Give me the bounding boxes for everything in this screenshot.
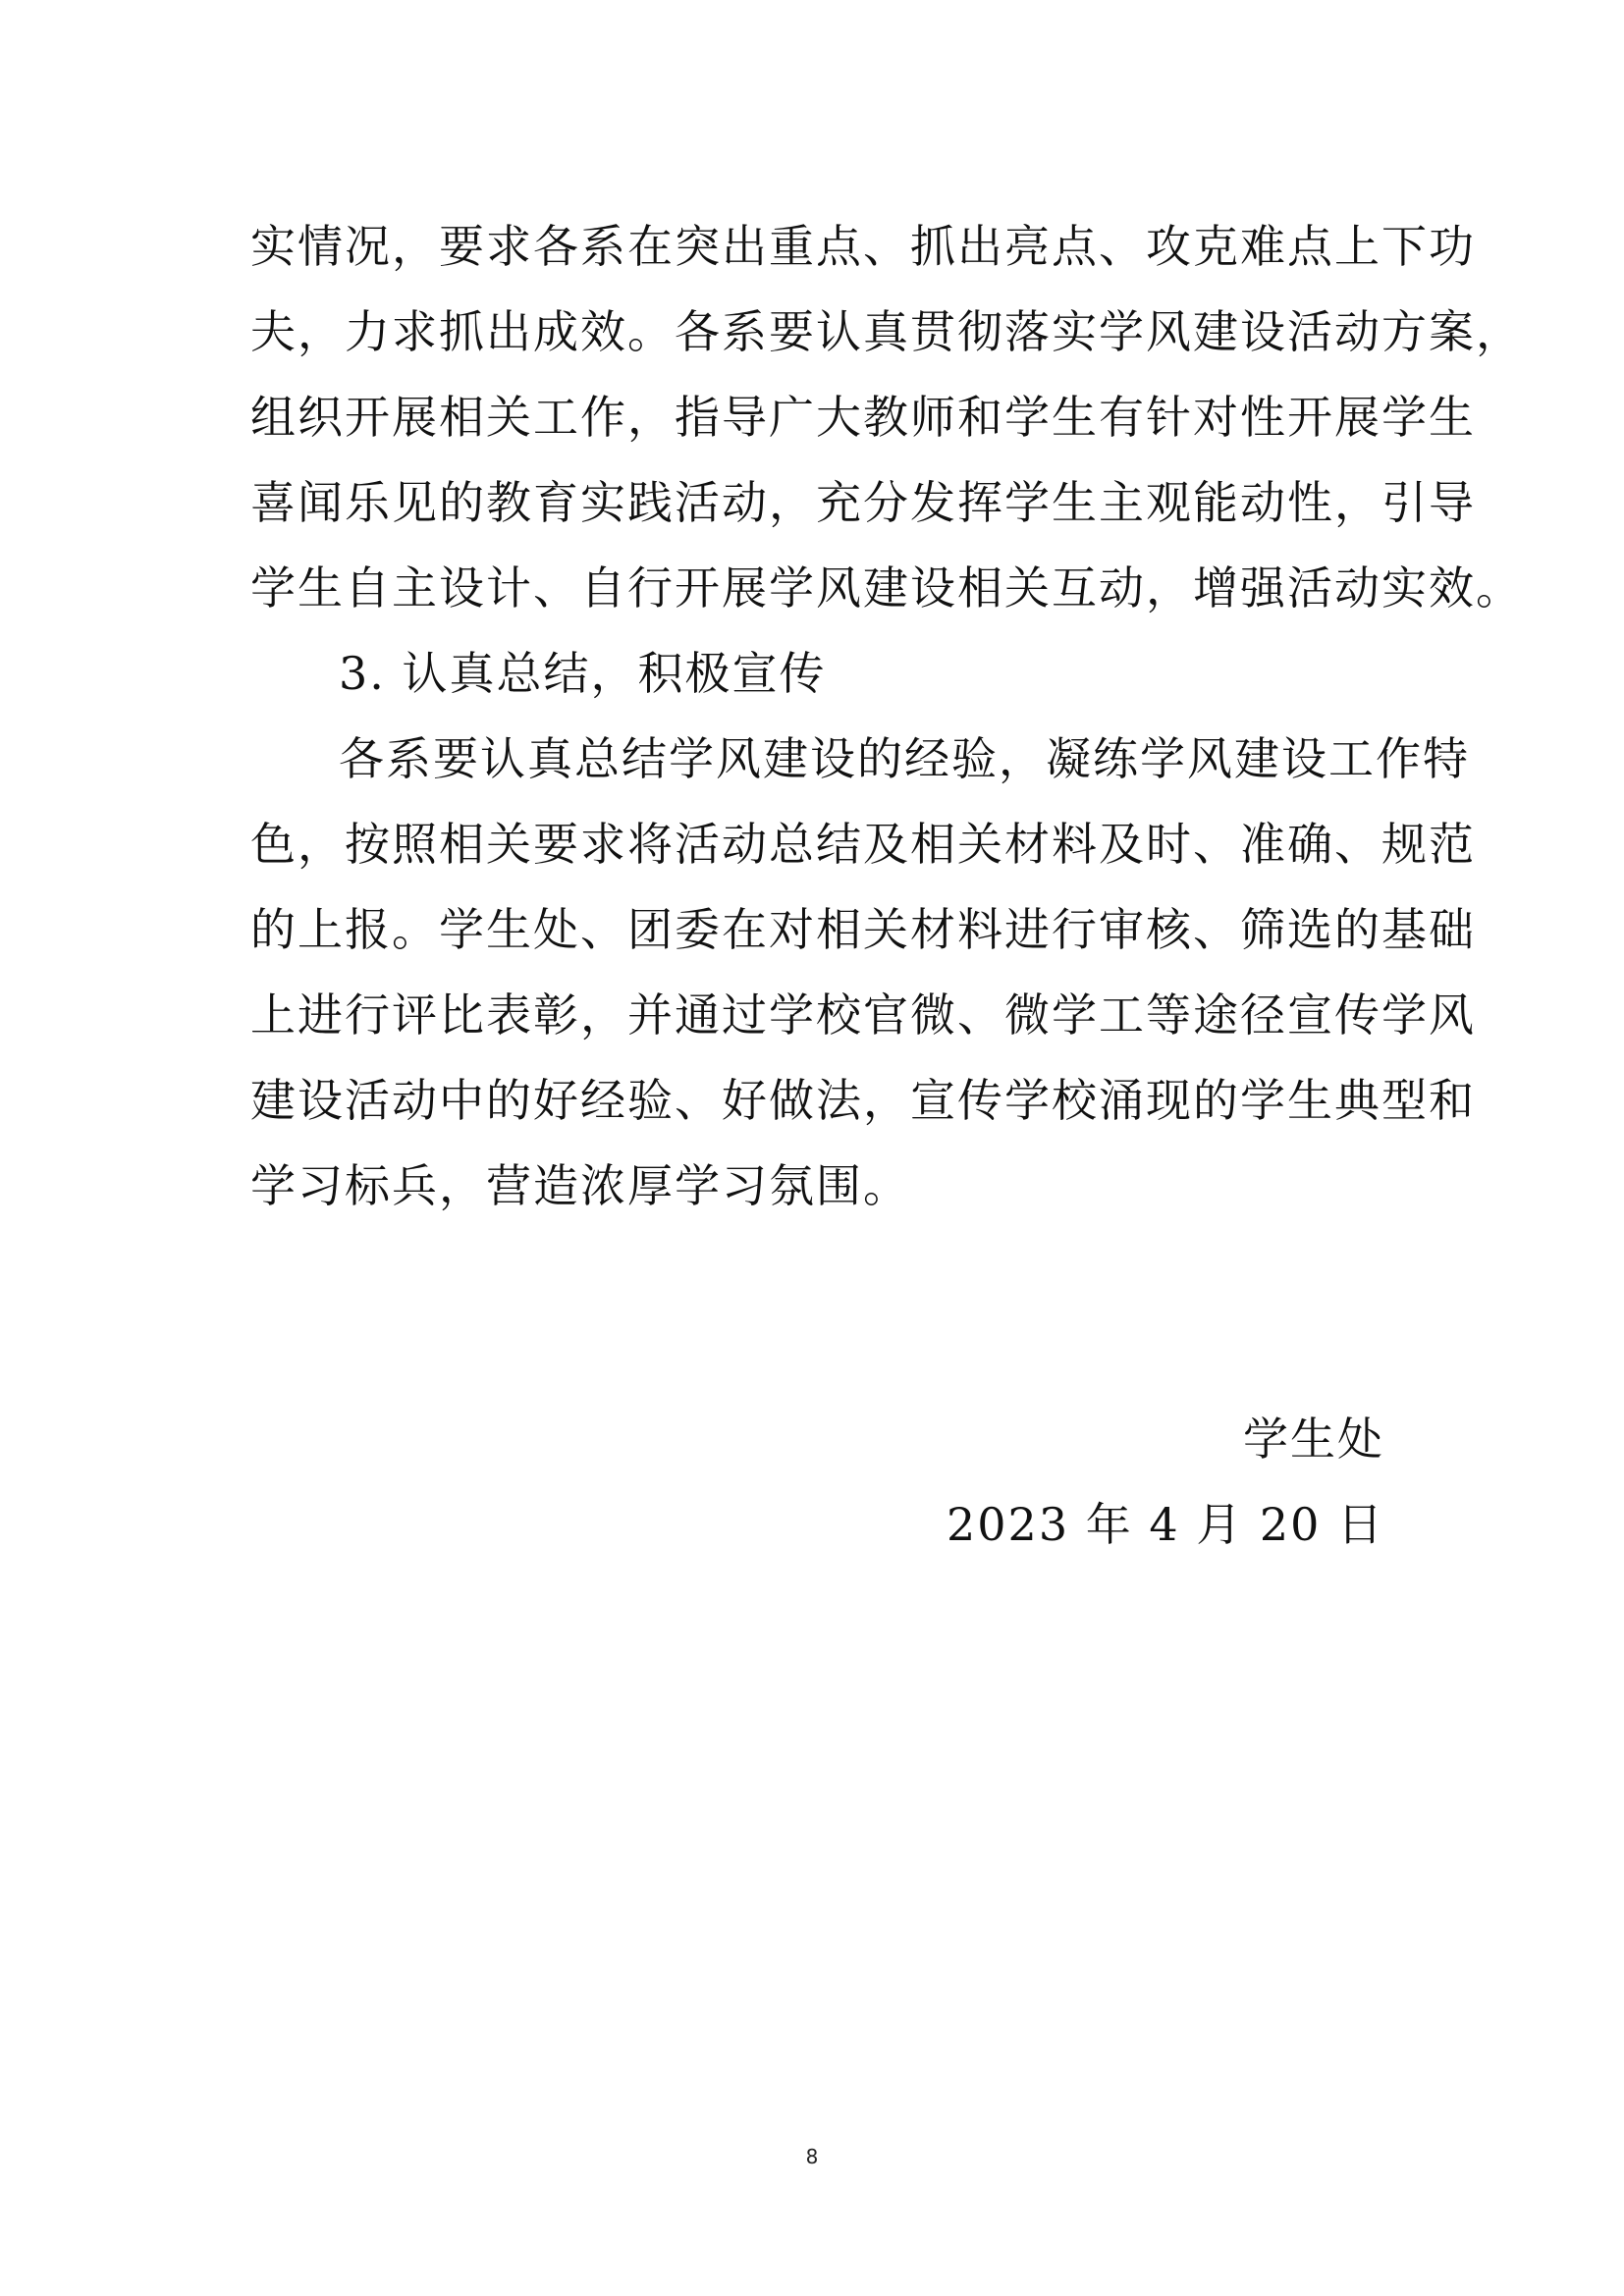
section-line-4: 上进行评比表彰，并通过学校官微、微学工等途径宣传学风: [250, 988, 1476, 1041]
paragraph-line-5: 学生自主设计、自行开展学风建设相关互动，增强活动实效。: [250, 561, 1523, 614]
section-line-5: 建设活动中的好经验、好做法，宣传学校涌现的学生典型和: [250, 1074, 1476, 1127]
section-line-1: 各系要认真总结学风建设的经验，凝练学风建设工作特: [339, 732, 1470, 785]
paragraph-line-4: 喜闻乐见的教育实践活动，充分发挥学生主观能动性，引导: [250, 476, 1476, 529]
signature-date: 2023 年 4 月 20 日: [947, 1498, 1384, 1551]
signature-department: 学生处: [1243, 1413, 1384, 1466]
paragraph-line-1: 实情况，要求各系在突出重点、抓出亮点、攻克难点上下功: [250, 220, 1476, 273]
section-line-3: 的上报。学生处、团委在对相关材料进行审核、筛选的基础: [250, 903, 1476, 956]
section-line-2: 色，按照相关要求将活动总结及相关材料及时、准确、规范: [250, 818, 1476, 871]
paragraph-line-3: 组织开展相关工作，指导广大教师和学生有针对性开展学生: [250, 391, 1476, 444]
page-number: 8: [805, 2145, 819, 2168]
section-heading: 3. 认真总结，积极宣传: [339, 647, 827, 700]
paragraph-line-2: 夫，力求抓出成效。各系要认真贯彻落实学风建设活动方案，: [250, 305, 1523, 358]
section-line-6: 学习标兵，营造浓厚学习氛围。: [250, 1159, 910, 1212]
